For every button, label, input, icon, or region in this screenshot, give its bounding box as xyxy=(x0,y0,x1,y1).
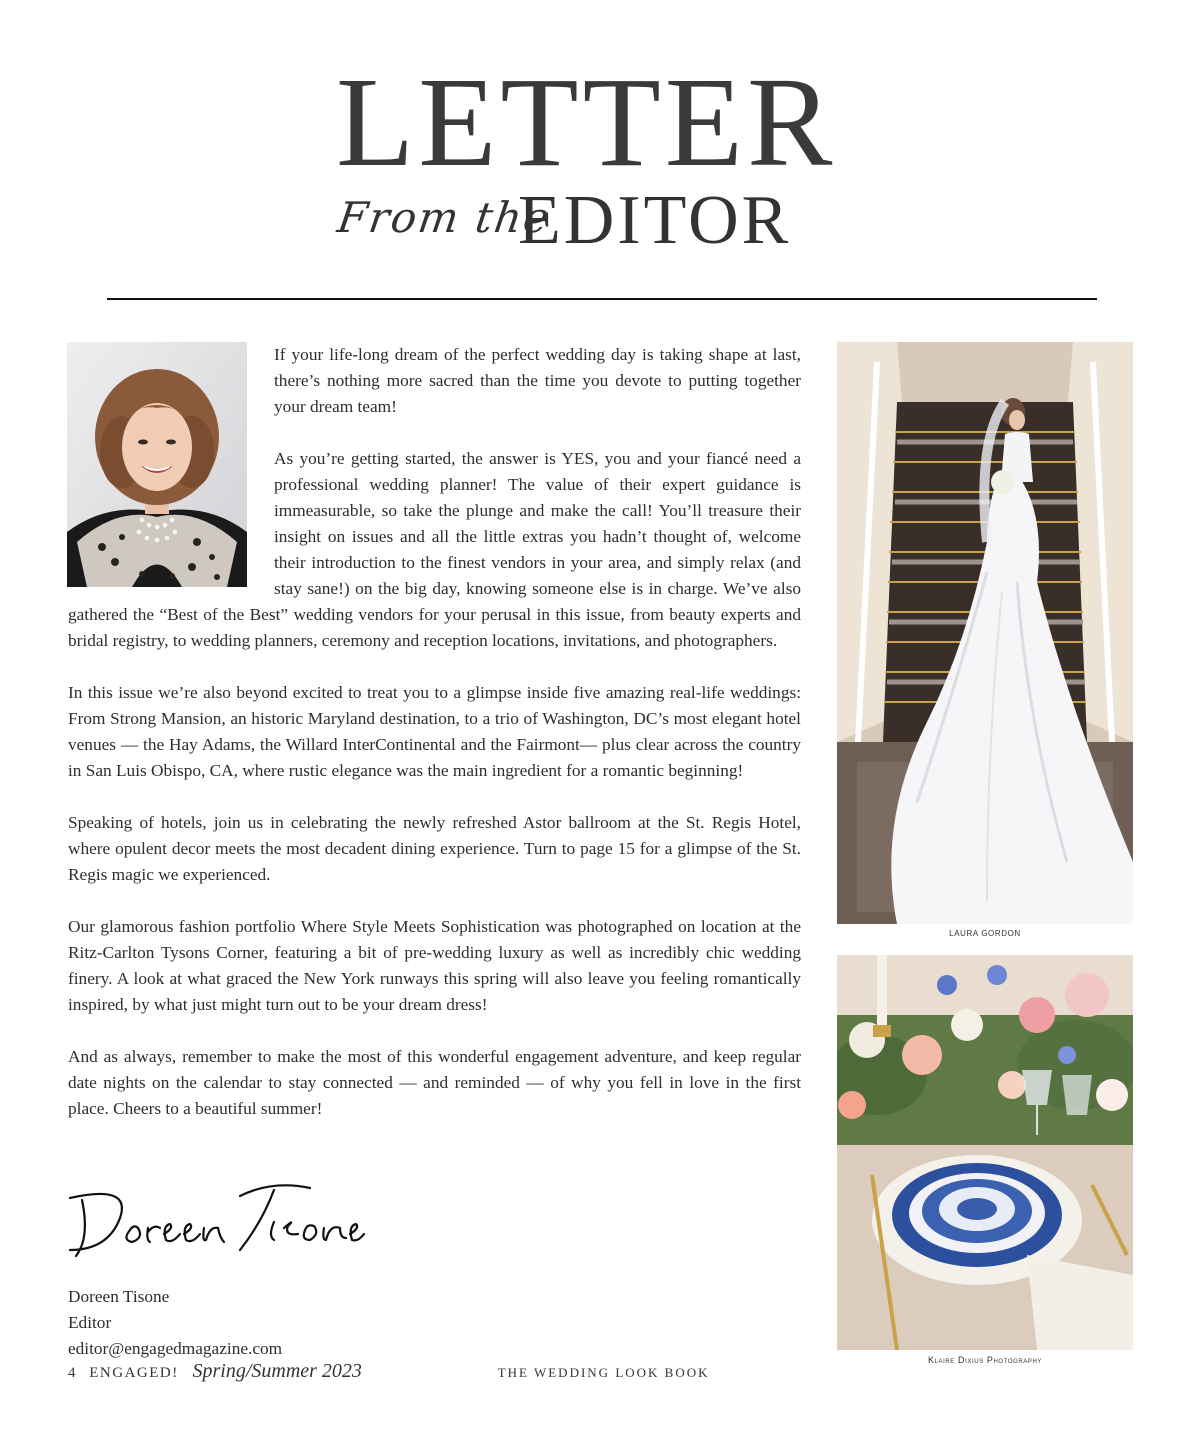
editor-signature xyxy=(62,1178,372,1268)
bride-staircase-photo xyxy=(837,342,1133,924)
header-divider xyxy=(107,298,1097,300)
table-setting-photo xyxy=(837,955,1133,1350)
editor-role: Editor xyxy=(68,1313,112,1332)
editor-contact xyxy=(68,1284,282,1362)
editor-name: Doreen Tisone xyxy=(68,1287,170,1306)
photo-credit-2: Klaire Dixius Photography xyxy=(927,1355,1043,1365)
letter-body xyxy=(68,342,801,1148)
paragraph-1: If your life-long dream of the perfect wedding day is taking shape at last, there’s nothing more sacred than the time you devote to putting together your dream team! xyxy=(274,345,801,416)
editor-email[interactable]: editor@engagedmagazine.com xyxy=(68,1339,283,1358)
paragraph-5: Our glamorous fashion portfolio Where Style Meets Sophistication was photographed on location at the Ritz-Carlton Tysons Corner, featuring a bit of pre-wedding luxury as well as incredibly chic wedding finery. A look at what graced the New York runways this spring will also leave you feeling romantically inspired, by what just might turn out to be your dream dress! xyxy=(68,917,801,1014)
title-editor: EDITOR xyxy=(518,182,792,259)
portrait-spacer xyxy=(68,342,274,590)
paragraph-3: In this issue we’re also beyond excited to treat you to a glimpse inside five amazing real-life weddings: From Strong Mansion, an historic Maryland destination, to a trio of Washington, DC’s most elegant hotel venues — the Hay Adams, the Willard InterContinental and the Fairmont— plus clear across the country in San Luis Obispo, CA, where rustic elegance was the main ingredient for a romantic beginning! xyxy=(68,683,801,780)
issue-name: Spring/Summer 2023 xyxy=(192,1360,362,1382)
section-name: THE WEDDING LOOK BOOK xyxy=(497,1365,710,1380)
paragraph-4: Speaking of hotels, join us in celebrating the newly refreshed Astor ballroom at the St. Regis Hotel, where opulent decor meets the most decadent dining experience. Turn to page 15 for a glimpse of the St. Regis magic we experienced. xyxy=(68,813,801,884)
magazine-name: ENGAGED! xyxy=(89,1365,179,1381)
paragraph-2: As you’re getting started, the answer is YES, you and your fiancé need a professional wedding planner! The value of their expert guidance is immeasurable, so take the plunge and make the call! You’ll treasure their insight on issues and all the little extras you hadn’t thought of, welcome their introduction to the finest vendors in your area, and simply relax (and stay sane!) on the big day, knowing someone else is in charge. We’ve also gathered the “Best of the Best” wedding vendors for your perusal in this issue, from beauty experts and bridal registry, to wedding planners, ceremony and reception locations, invitations, and photographers. xyxy=(68,449,801,650)
page-footer xyxy=(68,1360,768,1386)
paragraph-6: And as always, remember to make the most of this wonderful engagement adventure, and keep regular date nights on the calendar to stay connected — and reminded — of why you fell in love in the first place. Cheers to a beautiful summer! xyxy=(68,1047,801,1118)
title-letter: LETTER xyxy=(336,51,837,193)
page-number: 4 xyxy=(68,1365,76,1381)
title-script-from-the: From the xyxy=(334,193,554,242)
photo-credit-1: LAURA GORDON xyxy=(949,929,1021,938)
